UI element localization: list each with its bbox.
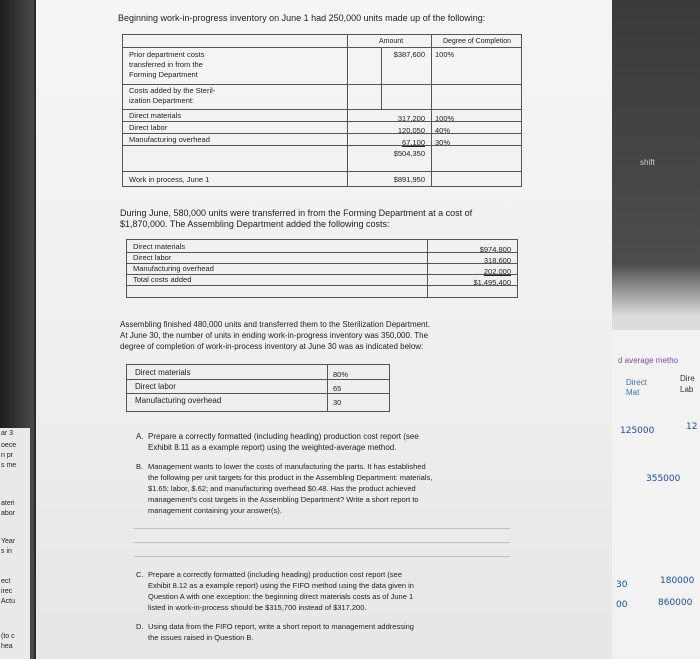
row-value: 318,600 (483, 256, 511, 265)
row-label: Direct labor (135, 382, 176, 391)
worksheet-page (36, 0, 612, 659)
row-amount: 120,050 (397, 126, 425, 135)
fragment-text: s me (1, 462, 17, 469)
fragment-text: Year (1, 538, 16, 545)
row-label: Direct materials (129, 111, 182, 120)
fragment-text: Mat (626, 388, 640, 397)
row-label: ization Department: (129, 96, 195, 105)
row-degree: 100% (435, 114, 455, 123)
fragment-text: s in (1, 548, 12, 555)
left-background-sheet (0, 428, 30, 659)
fragment-text: 180000 (660, 576, 695, 586)
total-label: Work in process, June 1 (129, 175, 210, 184)
fragment-text: irec (1, 588, 13, 595)
paragraph-line: degree of completion of work-in-process inventory at June 30 was as indicated below: (120, 342, 424, 351)
row-value: $974,800 (479, 245, 511, 254)
row-label: transferred in from the (129, 60, 203, 69)
row-degree: 30% (435, 138, 451, 147)
question-b-line: the following per unit targets for this product in the Assembling Department: materials, (148, 473, 433, 482)
subtotal-amount: $504,350 (393, 149, 425, 158)
row-label: Manufacturing overhead (135, 396, 222, 405)
fragment-text: Dire (680, 374, 695, 383)
row-value: 80% (333, 370, 349, 379)
question-c-line: listed in work-in-process should be $315,700 instead of $317,200. (148, 603, 367, 612)
row-value: $1,495,400 (473, 278, 511, 287)
paragraph-line: Assembling finished 480,000 units and transferred them to the Sterilization Department. (120, 320, 430, 329)
row-label: Direct labor (133, 253, 172, 262)
answer-line (134, 542, 510, 543)
question-d-line: the issues raised in Question B. (148, 633, 254, 642)
fragment-text: 355000 (646, 474, 681, 484)
paragraph-line: $1,870,000. The Assembling Department added the following costs: (120, 219, 390, 229)
question-a-line: Prepare a correctly formatted (including heading) production cost report (see (148, 432, 419, 441)
question-a-letter: A. (136, 432, 144, 441)
row-label: Direct materials (133, 242, 186, 251)
question-b-letter: B. (136, 462, 144, 471)
paragraph-line: At June 30, the number of units in ending work-in-progress inventory was 350,000. The (120, 331, 429, 340)
fragment-text: 125000 (620, 426, 655, 436)
row-label: Direct materials (135, 368, 191, 377)
fragment-text: 30 (616, 580, 628, 590)
fragment-text: hea (1, 643, 13, 650)
row-label: Total costs added (133, 275, 192, 284)
question-d-line: Using data from the FIFO report, write a short report to management addressing (148, 622, 414, 631)
right-background-sheet (612, 330, 700, 659)
fragment-text: ect (1, 578, 11, 585)
fragment-text: 00 (616, 600, 628, 610)
row-amount: 317,200 (397, 114, 425, 123)
question-c-letter: C. (136, 570, 144, 579)
row-label: Forming Department (129, 70, 198, 79)
fragment-text: shift (640, 158, 655, 167)
total-amount: $891,950 (393, 175, 425, 184)
fragment-text: abor (1, 510, 16, 517)
question-c-line: Question A with one exception: the beginning direct materials costs as of June 1 (148, 592, 414, 601)
answer-line (134, 528, 510, 529)
row-label: Manufacturing overhead (133, 264, 214, 273)
row-value: 65 (333, 384, 342, 393)
fragment-text: d average metho (618, 356, 679, 365)
row-value: 30 (333, 398, 342, 407)
beginning-wip-table (122, 34, 522, 187)
fragment-text: oece (1, 442, 17, 449)
question-b-line: $1.65; labor, $.62; and manufacturing overhead $0.48. Has the product achieved (148, 484, 416, 493)
question-b-line: management containing your answer(s). (148, 506, 282, 515)
fragment-text: ar 3 (1, 430, 14, 437)
fragment-text: ateri (1, 500, 15, 507)
question-c-line: Prepare a correctly formatted (including heading) production cost report (see (148, 570, 402, 579)
row-amount: 67,100 (402, 138, 425, 147)
row-label: Direct labor (129, 123, 168, 132)
row-amount: $387,600 (393, 50, 425, 59)
row-degree: 100% (435, 50, 455, 59)
header-degree: Degree of Completion (442, 38, 512, 45)
fragment-text: Actu (1, 598, 16, 605)
costs-added-table (126, 239, 518, 298)
row-label: Prior department costs (129, 50, 205, 59)
fragment-text: (to c (1, 633, 15, 640)
ending-wip-table (126, 364, 390, 412)
row-label: Manufacturing overhead (129, 135, 210, 144)
paragraph-line: During June, 580,000 units were transferred in from the Forming Department at a cost of (120, 208, 473, 218)
fragment-text: Direct (626, 378, 647, 387)
row-degree: 40% (435, 126, 451, 135)
question-d-letter: D. (136, 622, 144, 631)
header-amount: Amount (378, 38, 404, 45)
intro-text: Beginning work-in-progress inventory on June 1 had 250,000 units made up of the following: (118, 13, 486, 23)
answer-line (134, 556, 510, 557)
fragment-text: 860000 (658, 598, 693, 608)
fragment-text: Lab (680, 385, 694, 394)
question-a-line: Exhibit 8.11 as a example report) using the weighted-average method. (148, 443, 397, 452)
fragment-text: n pr (1, 452, 14, 459)
row-value: 202,000 (483, 267, 511, 276)
question-b-line: Management wants to lower the costs of manufacturing the parts. It has established (148, 462, 426, 471)
fragment-text: 12 (686, 422, 698, 432)
question-c-line: Exhibit 8.12 as a example report) using the FIFO method using the data given in (148, 581, 414, 590)
question-b-line: management's cost targets in the Assembling Department? Write a short report to (148, 495, 419, 504)
row-label: Costs added by the Steril- (129, 86, 216, 95)
